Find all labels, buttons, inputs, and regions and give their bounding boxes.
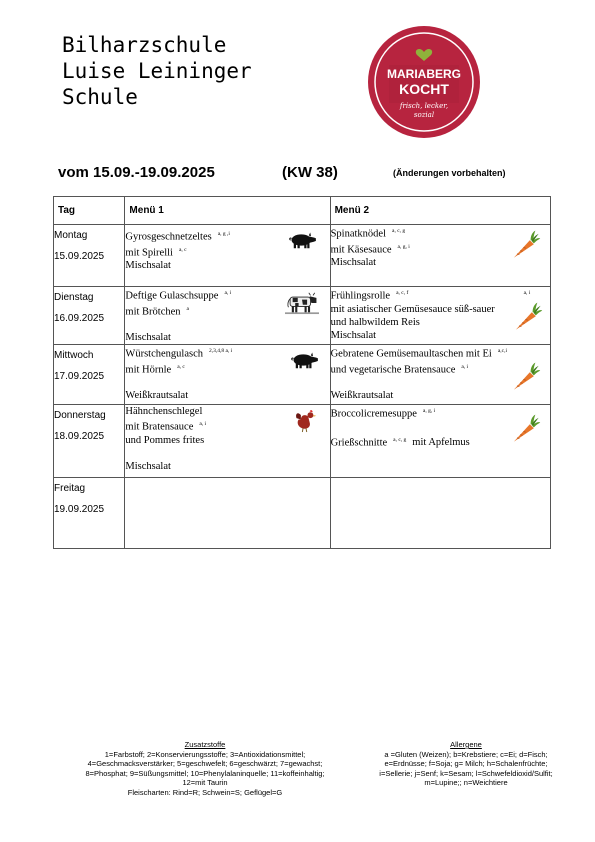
allergen-codes: a, c, f: [396, 290, 409, 296]
allergen-codes: 2,3,4,8 a, i: [208, 348, 233, 354]
logo-text-bottom: KOCHT: [399, 81, 449, 97]
dish-line: Frühlingsrolle: [330, 290, 391, 302]
dish-line: und vegetarische Bratensauce: [330, 364, 456, 375]
allergen-codes: a, i: [461, 363, 469, 370]
menu-1-cell: [125, 345, 330, 405]
legend-line: i=Sellerie; j=Senf; k=Sesam; l=Schwefeldioxid/Sulfit;: [379, 768, 553, 778]
dish-line: Mischsalat: [330, 257, 377, 268]
dish-line: Gyrosgeschnetzeltes: [125, 231, 212, 243]
school-name-line-1: Bilharzschule: [62, 33, 227, 57]
allergen-codes: a, g ,i: [217, 231, 230, 237]
carrot-icon: [511, 301, 543, 333]
cow-icon: [285, 290, 319, 316]
table-row: [54, 287, 551, 345]
additives-legend: [62, 740, 348, 797]
dish-line: mit asiatischer Gemüsesauce süß-sauer: [330, 303, 495, 315]
legend-line: 4=Geschmacksverstärker; 5=geschwefelt; 6=geschwärzt; 7=gewachst;: [87, 759, 323, 768]
header-day: Tag: [54, 197, 125, 225]
dish-line: Mischsalat: [125, 460, 171, 472]
carrot-icon: [509, 229, 541, 261]
allergen-codes: a, i: [199, 421, 207, 427]
menu-2-cell: [330, 345, 550, 405]
table-row: [54, 478, 551, 549]
carrot-icon: [509, 361, 541, 393]
changes-note: (Änderungen vorbehalten): [393, 168, 506, 178]
dish-line: mit Bratensauce: [125, 421, 194, 433]
day-date: 16.09.2025: [54, 313, 105, 324]
logo-text-top: MARIABERG: [387, 67, 461, 81]
week-range: vom 15.09.-19.09.2025: [58, 164, 215, 181]
day-date: 15.09.2025: [54, 251, 105, 262]
allergen-codes: a, i: [523, 290, 531, 296]
allergen-codes: a, i: [224, 290, 232, 296]
dish-line: Weißkrautsalat: [330, 390, 394, 401]
dish-line: Mischsalat: [125, 332, 171, 343]
table-row: [54, 405, 551, 478]
dish-line: und halbwildem Reis: [330, 316, 420, 328]
pig-icon: [287, 231, 317, 249]
menu-1-cell: [125, 405, 330, 478]
day-date: 18.09.2025: [54, 431, 105, 442]
allergen-codes: a: [186, 305, 189, 312]
pig-icon: [289, 351, 319, 369]
legend-line: m=Lupine;; n=Weichtiere: [424, 778, 508, 787]
dish-line: Grießschnitte: [330, 437, 388, 448]
header-menu-2: Menü 2: [330, 197, 550, 225]
dish-line: Spinatknödel: [330, 228, 386, 240]
allergen-codes: a, c, g: [393, 436, 407, 443]
header-menu-1: Menü 1: [125, 197, 330, 225]
allergens-legend: [366, 740, 566, 788]
menu-2-cell: [330, 405, 550, 478]
dish-line: mit Apfelmus: [412, 437, 470, 448]
day-date: 19.09.2025: [54, 504, 105, 515]
legend-line: 12=mit Taurin: [182, 778, 228, 787]
menu-2-cell: [330, 225, 550, 287]
allergen-codes: a, c: [177, 363, 185, 370]
menu-1-cell: [125, 478, 330, 549]
table-row: [54, 345, 551, 405]
legend-line: a =Gluten (Weizen); b=Krebstiere; c=Ei; d=Fisch;: [384, 749, 548, 759]
allergen-codes: a, g, i: [422, 408, 436, 414]
allergen-codes: a, c: [178, 246, 187, 253]
day-cell: [54, 405, 125, 478]
day-name: Donnerstag: [54, 410, 106, 421]
legend-line: 8=Phosphat; 9=Süßungsmittel; 10=Phenylalaninquelle; 11=koffeinhaltig;: [85, 768, 325, 778]
legend-line: 1=Farbstoff; 2=Konservierungsstoffe; 3=Antioxidationsmittel;: [104, 749, 306, 759]
school-name-line-2: Luise Leininger: [62, 59, 252, 83]
legend-line: Fleischarten: Rind=R; Schwein=S; Geflügel=G: [127, 787, 283, 797]
dish-line: Würstchengulasch: [125, 348, 203, 360]
dish-line: Mischsalat: [330, 329, 377, 341]
chicken-icon: [295, 409, 317, 433]
day-cell: [54, 287, 125, 345]
day-name: Montag: [54, 230, 88, 241]
logo-slogan-1: frisch, lecker,: [399, 102, 449, 110]
dish-line: mit Brötchen: [125, 306, 181, 317]
day-cell: [54, 345, 125, 405]
dish-line: Gebratene Gemüsemaultaschen mit Ei: [330, 348, 492, 360]
dish-line: mit Hörnle: [125, 364, 172, 375]
day-date: 17.09.2025: [54, 371, 105, 382]
school-name: [62, 32, 252, 110]
dish-line: Weißkrautsalat: [125, 390, 189, 401]
logo-slogan-2: sozial: [413, 111, 435, 119]
allergens-title: Allergene: [450, 740, 482, 749]
carrot-icon: [509, 413, 541, 445]
legend-line: e=Erdnüsse; f=Soja; g= Milch; h=Schalenfrüchte;: [384, 759, 548, 768]
menu-1-cell: [125, 287, 330, 345]
dish-line: Broccolicremesuppe: [330, 408, 417, 420]
table-header-row: [54, 197, 551, 225]
dish-line: Deftige Gulaschsuppe: [125, 290, 219, 302]
day-cell: [54, 478, 125, 549]
allergen-codes: a, g, i: [397, 243, 410, 250]
day-cell: [54, 225, 125, 287]
allergen-codes: a,c,i: [497, 348, 507, 354]
table-row: [54, 225, 551, 287]
dish-line: und Pommes frites: [125, 434, 205, 446]
calendar-week: (KW 38): [282, 164, 338, 181]
school-name-line-3: Schule: [62, 85, 138, 109]
dish-line: Mischsalat: [125, 260, 171, 271]
menu-1-cell: [125, 225, 330, 287]
dish-line: mit Käsesauce: [330, 244, 392, 255]
menu-2-cell: [330, 478, 550, 549]
allergen-codes: a, c, g: [392, 228, 406, 234]
day-name: Freitag: [54, 483, 86, 494]
menu-table: [53, 196, 551, 549]
menu-2-cell: [330, 287, 550, 345]
mariaberg-kocht-logo: [367, 25, 481, 139]
additives-title: Zusatzstoffe: [184, 740, 226, 749]
dish-line: mit Spirelli: [125, 247, 173, 258]
day-name: Dienstag: [54, 292, 94, 303]
day-name: Mittwoch: [54, 350, 94, 361]
dish-line: Hähnchenschlegel: [125, 406, 203, 417]
